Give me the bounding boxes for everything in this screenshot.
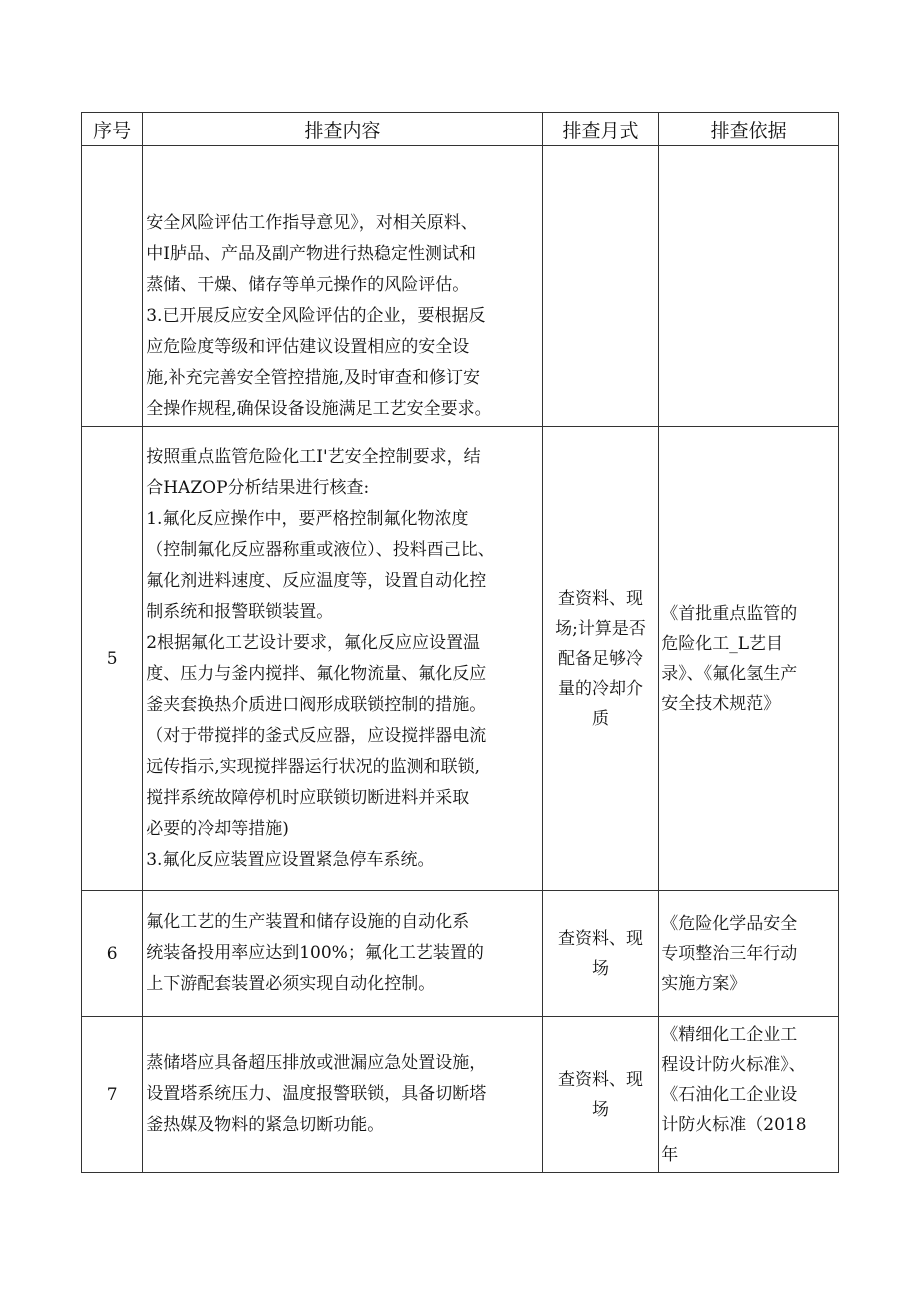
row-content — [143, 427, 543, 891]
method-line: 查资料、现 — [558, 928, 644, 949]
header-method: 排查月式 — [542, 113, 658, 146]
row-content — [143, 891, 543, 1017]
content-line: 3.已开展反应安全风险评估的企业，要根据反 — [146, 306, 486, 326]
header-no: 序号 — [82, 113, 143, 146]
content-line: 度、压力与釜内搅拌、氟化物流量、氟化反应 — [146, 663, 487, 684]
basis-line: 计防火标准（2018 — [661, 1114, 807, 1135]
method-line: 配备足够冷 — [558, 648, 644, 669]
content-line: 3.氟化反应装置应设置紧急停车系统。 — [146, 849, 435, 870]
inspection-table — [81, 112, 839, 1173]
content-line: 搅拌系统故障停机时应联锁切断进料并采取 — [146, 787, 470, 808]
basis-line: 《石油化工企业设 — [661, 1084, 798, 1105]
content-line: 釜热媒及物料的紧急切断功能。 — [146, 1115, 385, 1135]
row-method — [542, 891, 658, 1017]
basis-line: 录》、《氟化氢生产 — [661, 663, 798, 684]
header-basis: 排查依据 — [659, 113, 839, 146]
basis-line: 年 — [661, 1144, 679, 1165]
method-line: 场 — [592, 958, 610, 979]
basis-line: 《精细化工企业工 — [661, 1024, 798, 1045]
basis-line: 《危险化学品安全 — [661, 913, 798, 934]
content-line: 应危险度等级和评估建议设置相应的安全设 — [146, 337, 470, 357]
content-line: 必要的冷却等措施) — [146, 818, 289, 839]
content-line: （控制氟化反应器称重或液位）、投料酉己比、 — [146, 539, 495, 560]
basis-line: 程设计防火标准》、 — [661, 1054, 806, 1075]
row-basis — [659, 1017, 839, 1173]
row-content — [143, 146, 543, 427]
row-number: 5 — [82, 427, 143, 891]
method-line: 场 — [592, 1099, 610, 1120]
row-basis — [659, 427, 839, 891]
row-number: 6 — [82, 891, 143, 1017]
table-row — [82, 1017, 839, 1173]
table-row — [82, 891, 839, 1017]
content-line: 制系统和报警联锁装置。 — [146, 601, 334, 622]
table-header-row — [82, 113, 839, 146]
table-row — [82, 427, 839, 891]
basis-line: 专项整治三年行动 — [661, 943, 798, 964]
content-line: 全操作规程,确保设备设施满足工艺安全要求。 — [146, 399, 492, 419]
row-basis — [659, 891, 839, 1017]
content-line: （对于带搅拌的釜式反应器，应设搅拌器电流 — [146, 725, 487, 746]
content-line: 统装备投用率应达到100%；氟化工艺装置的 — [146, 943, 484, 963]
method-line: 质 — [592, 708, 610, 729]
basis-line: 《首批重点监管的 — [661, 603, 798, 624]
content-line: 1.氟化反应操作中，要严格控制氟化物浓度 — [146, 508, 469, 529]
content-line: 釜夹套换热介质进口阀形成联锁控制的措施。 — [146, 694, 487, 715]
header-content: 排查内容 — [143, 113, 543, 146]
row-method — [542, 1017, 658, 1173]
basis-line: 安全技术规范》 — [661, 693, 781, 714]
method-line: 量的冷却介 — [558, 678, 644, 699]
content-line: 氟化剂进料速度、反应温度等，设置自动化控 — [146, 570, 487, 591]
content-line: 氟化工艺的生产装置和储存设施的自动化系 — [146, 912, 470, 932]
basis-line: 危险化工_L艺目 — [661, 633, 784, 654]
content-line: 蒸储、干燥、储存等单元操作的风险评估。 — [146, 275, 470, 295]
content-line: 合HAZOP分析结果进行核查: — [146, 477, 370, 498]
table-row — [82, 146, 839, 427]
method-line: 查资料、现 — [558, 1069, 644, 1090]
method-line: 场;计算是否 — [555, 618, 646, 639]
row-content — [143, 1017, 543, 1173]
method-line: 查资料、现 — [558, 588, 644, 609]
content-line: 按照重点监管危险化工I'艺安全控制要求，结 — [146, 446, 481, 467]
row-number — [82, 146, 143, 427]
basis-line: 实施方案》 — [661, 973, 747, 994]
row-number: 7 — [82, 1017, 143, 1173]
content-line: 施,补充完善安全管控措施,及时审查和修订安 — [146, 368, 481, 388]
content-line: 安全风险评估工作指导意见》，对相关原料、 — [146, 213, 478, 233]
content-line: 设置塔系统压力、温度报警联锁，具备切断塔 — [146, 1084, 487, 1104]
row-method — [542, 146, 658, 427]
content-line: 上下游配套装置必须实现自动化控制。 — [146, 974, 436, 994]
content-line: 2根据氟化工艺设计要求，氟化反应应设置温 — [146, 632, 481, 653]
content-line: 中I胪品、产品及副产物进行热稳定性测试和 — [146, 244, 476, 264]
content-line: 远传指示,实现搅拌器运行状况的监测和联锁, — [146, 756, 481, 777]
content-line: 蒸储塔应具备超压排放或泄漏应急处置设施， — [146, 1053, 487, 1073]
row-method — [542, 427, 658, 891]
row-basis — [659, 146, 839, 427]
